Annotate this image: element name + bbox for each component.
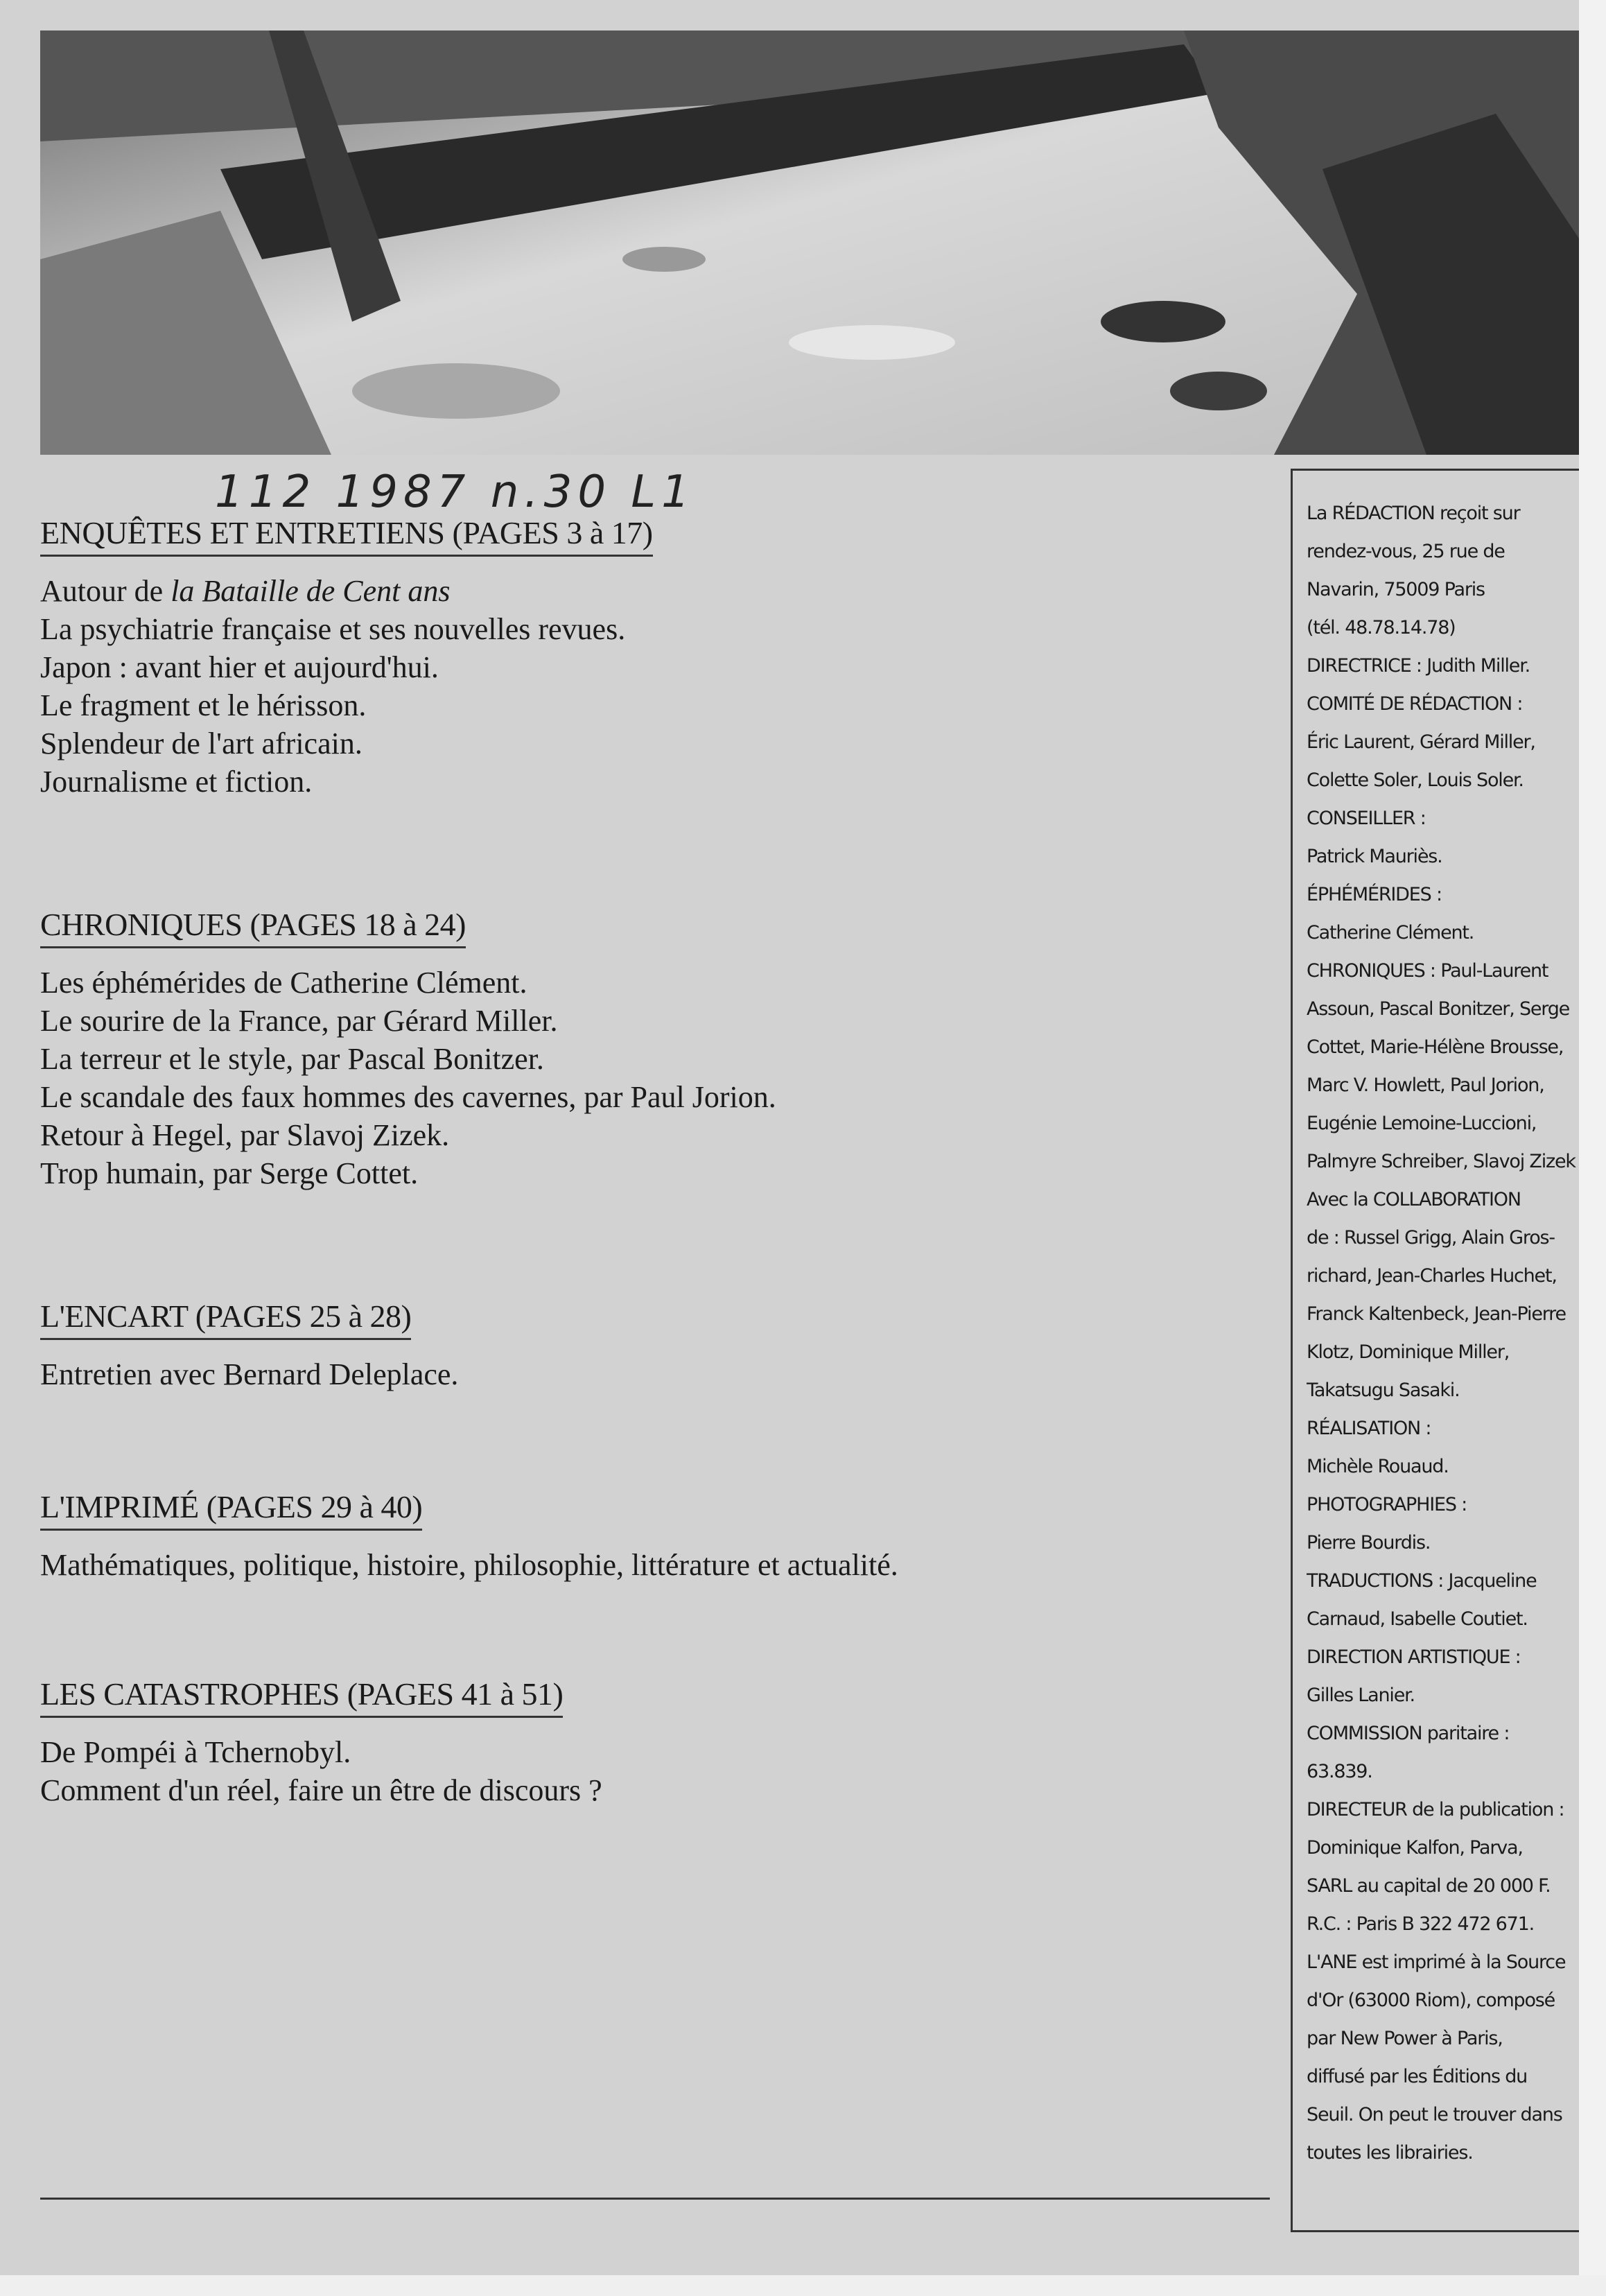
colophon-line: DIRECTRICE : Judith Miller. — [1307, 655, 1530, 677]
toc-item: Le scandale des faux hommes des cavernes, par Paul Jorion. — [40, 1080, 776, 1114]
colophon-line: CONSEILLER : — [1307, 808, 1426, 829]
colophon-line: Gilles Lanier. — [1307, 1685, 1415, 1706]
toc-item: La terreur et le style, par Pascal Bonitzer. — [40, 1042, 544, 1076]
section-encart — [40, 1296, 1260, 1393]
toc-item: Entretien avec Bernard Deleplace. — [40, 1357, 459, 1391]
colophon-line: COMMISSION paritaire : — [1307, 1723, 1510, 1744]
colophon-line: Pierre Bourdis. — [1307, 1532, 1431, 1554]
section-heading: L'IMPRIMÉ (PAGES 29 à 40) — [40, 1487, 422, 1531]
toc-item: Splendeur de l'art africain. — [40, 727, 363, 760]
colophon-line: diffusé par les Éditions du — [1307, 2066, 1528, 2087]
toc-item: De Pompéi à Tchernobyl. — [40, 1735, 351, 1769]
bottom-divider — [40, 2198, 1270, 2200]
toc-item: Journalisme et fiction. — [40, 765, 313, 799]
handwritten-annotation: 112 1987 n.30 L1 — [215, 467, 695, 518]
colophon-line: Navarin, 75009 Paris — [1307, 579, 1485, 600]
colophon-line: Carnaud, Isabelle Coutiet. — [1307, 1608, 1528, 1630]
colophon-line: TRADUCTIONS : Jacqueline — [1307, 1570, 1537, 1592]
colophon-line: Marc V. Howlett, Paul Jorion, — [1307, 1075, 1544, 1096]
colophon-line: d'Or (63000 Riom), composé — [1307, 1990, 1555, 2011]
colophon-line: Michèle Rouaud. — [1307, 1456, 1449, 1477]
colophon-line: Seuil. On peut le trouver dans — [1307, 2104, 1562, 2125]
toc-item: Trop humain, par Serge Cottet. — [40, 1156, 419, 1190]
header-photograph — [40, 31, 1579, 455]
colophon-line: par New Power à Paris, — [1307, 2028, 1503, 2049]
colophon-line: Klotz, Dominique Miller, — [1307, 1341, 1510, 1363]
colophon-line: toutes les librairies. — [1307, 2142, 1473, 2164]
colophon-line: DIRECTEUR de la publication : — [1307, 1799, 1564, 1820]
colophon-line: Éric Laurent, Gérard Miller, — [1307, 731, 1535, 753]
toc-item: Les éphémérides de Catherine Clément. — [40, 966, 527, 1000]
toc-item: Le sourire de la France, par Gérard Miller. — [40, 1004, 558, 1038]
colophon-line: Cottet, Marie-Hélène Brousse, — [1307, 1036, 1564, 1058]
colophon-line: Avec la COLLABORATION — [1307, 1189, 1521, 1210]
colophon-line: Catherine Clément. — [1307, 922, 1474, 943]
colophon-line: Takatsugu Sasaki. — [1307, 1380, 1460, 1401]
toc-item: Autour de la Bataille de Cent ans — [40, 574, 451, 608]
toc-item: Japon : avant hier et aujourd'hui. — [40, 650, 439, 684]
toc-item: Comment d'un réel, faire un être de discours ? — [40, 1773, 602, 1807]
colophon-line: de : Russel Grigg, Alain Gros- — [1307, 1227, 1555, 1249]
colophon-line: Assoun, Pascal Bonitzer, Serge — [1307, 998, 1570, 1020]
section-imprime — [40, 1487, 1260, 1584]
toc-item: La psychiatrie française et ses nouvelles revues. — [40, 612, 626, 646]
colophon-line: La RÉDACTION reçoit sur — [1307, 503, 1520, 524]
colophon-line: DIRECTION ARTISTIQUE : — [1307, 1646, 1521, 1668]
colophon-line: L'ANE est imprimé à la Source — [1307, 1951, 1566, 1973]
section-chroniques — [40, 905, 1260, 1192]
colophon-line: COMITÉ DE RÉDACTION : — [1307, 693, 1523, 715]
section-catastrophes — [40, 1674, 1260, 1809]
section-heading: L'ENCART (PAGES 25 à 28) — [40, 1296, 411, 1340]
toc-item: Le fragment et le hérisson. — [40, 688, 367, 722]
section-enquetes — [40, 513, 1260, 801]
colophon-line: SARL au capital de 20 000 F. — [1307, 1875, 1551, 1897]
section-heading: CHRONIQUES (PAGES 18 à 24) — [40, 905, 466, 948]
colophon-line: Palmyre Schreiber, Slavoj Zizek — [1307, 1151, 1576, 1172]
colophon-line: ÉPHÉMÉRIDES : — [1307, 884, 1442, 905]
colophon-line: CHRONIQUES : Paul-Laurent — [1307, 960, 1548, 982]
colophon-line: Colette Soler, Louis Soler. — [1307, 769, 1524, 791]
section-heading: ENQUÊTES ET ENTRETIENS (PAGES 3 à 17) — [40, 513, 653, 557]
colophon-line: richard, Jean-Charles Huchet, — [1307, 1265, 1557, 1287]
colophon-box — [1291, 469, 1579, 2232]
colophon-line: Eugénie Lemoine-Luccioni, — [1307, 1113, 1537, 1134]
colophon-line: rendez-vous, 25 rue de — [1307, 541, 1505, 562]
colophon-line: 63.839. — [1307, 1761, 1372, 1782]
toc-item: Retour à Hegel, par Slavoj Zizek. — [40, 1118, 450, 1152]
colophon-line: Patrick Mauriès. — [1307, 846, 1442, 867]
colophon-line: Franck Kaltenbeck, Jean-Pierre — [1307, 1303, 1566, 1325]
colophon-line: PHOTOGRAPHIES : — [1307, 1494, 1467, 1515]
section-heading: LES CATASTROPHES (PAGES 41 à 51) — [40, 1674, 563, 1718]
toc-item: Mathématiques, politique, histoire, philosophie, littérature et actualité. — [40, 1548, 898, 1582]
scan-right-margin — [1579, 0, 1606, 2296]
colophon-line: R.C. : Paris B 322 472 671. — [1307, 1913, 1534, 1935]
colophon-line: Dominique Kalfon, Parva, — [1307, 1837, 1523, 1859]
colophon-line: (tél. 48.78.14.78) — [1307, 617, 1456, 638]
colophon-line: RÉALISATION : — [1307, 1418, 1431, 1439]
snow-scene-photo — [40, 31, 1579, 455]
scan-bottom-margin — [0, 2275, 1606, 2296]
